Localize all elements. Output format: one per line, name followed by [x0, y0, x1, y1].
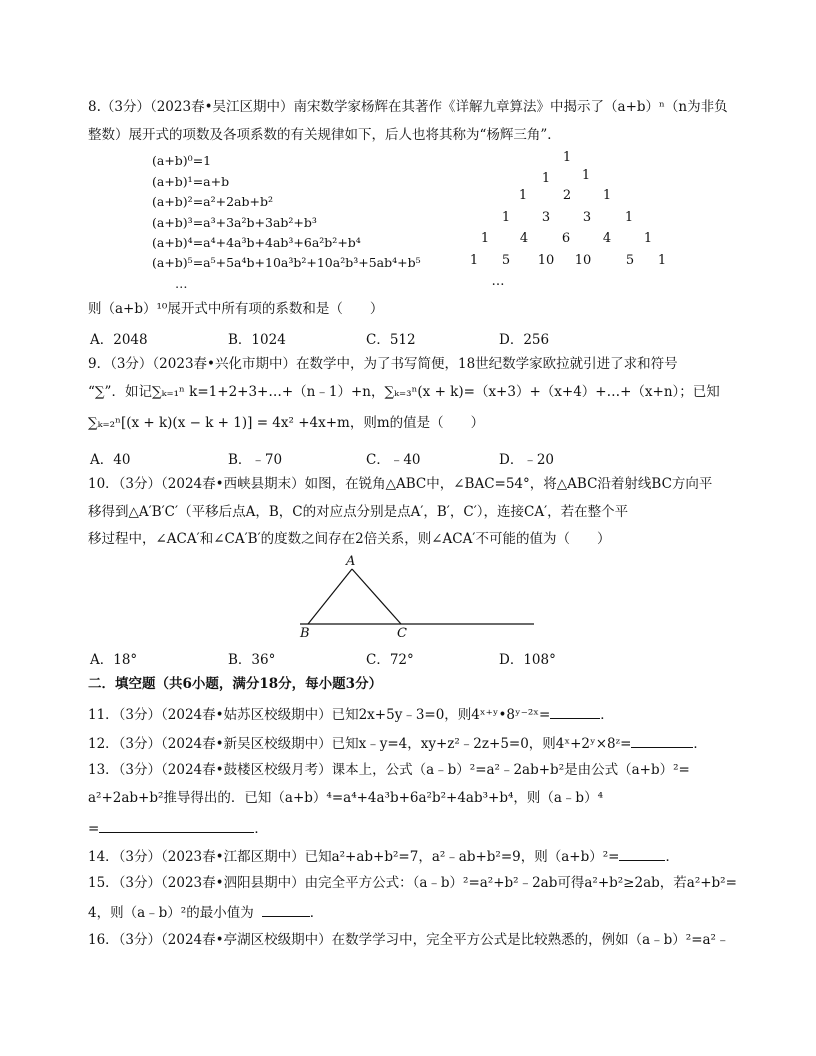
q11-line [88, 704, 614, 724]
side-ab [308, 569, 352, 624]
q10-option-c: C．72° [366, 652, 414, 668]
expansion-4: (a+b)⁴=a⁴+4a³b+4ab³+6a²b²+b⁴ [152, 235, 361, 250]
q9-option-c: C．﹣40 [366, 452, 421, 468]
label-b: B [300, 626, 310, 641]
q10-line1: 10．（3分）（2024春•西峡县期末）如图，在锐角△ABC中，∠BAC=54°，将△ABC沿着射线BC方向平 [88, 476, 713, 492]
pascal-cell: 1 [624, 210, 634, 225]
q9-option-b: B．﹣70 [228, 452, 283, 468]
q16-line1: 16．（3分）（2024春•亭湖区校级期中）在数学学习中，完全平方公式是比较熟悉的，例如（a﹣b）²=a²﹣ [88, 932, 730, 948]
q13-line3 [88, 818, 268, 838]
q9-option-a: A．40 [90, 452, 131, 468]
pascal-cell: 3 [582, 210, 592, 225]
q8-option-c: C．512 [366, 332, 416, 348]
q8-question: 则（a+b）¹⁰展开式中所有项的系数和是（ ） [88, 301, 384, 317]
side-ac [352, 569, 401, 624]
q12-text: 12．（3分）（2024春•新吴区校级期中）已知x﹣y=4，xy+z²﹣2z+5=0，则4ˣ+2ʸ×8ᶻ= [88, 736, 632, 752]
q10-option-b: B．36° [228, 652, 276, 668]
q14-line [88, 846, 679, 866]
section-fill-in-title: 二．填空题（共6小题，满分18分，每小题3分） [88, 676, 383, 692]
expansion-ellipsis: … [175, 276, 188, 291]
q15-line1: 15．（3分）（2023春•泗阳县期中）由完全平方公式：（a﹣b）²=a²+b²﹣2ab可得a²+b²≥2ab，若a²+b²= [88, 875, 737, 891]
expansion-1: (a+b)¹=a+b [152, 174, 230, 189]
q13-equals: = [88, 821, 100, 837]
q9-line2: “∑”．如记∑ₖ₌₁ⁿ k=1+2+3+…+（n﹣1）+n，∑ₖ₌₃ⁿ(x + k)=（x+3）+（x+4）+…+（x+n）；已知 [88, 384, 720, 400]
q9-line1: 9．（3分）（2023春•兴化市期中）在数学中，为了书写简便，18世纪数学家欧拉就引进了求和符号 [88, 356, 678, 372]
q12-end: ． [693, 736, 707, 752]
q9-line3: ∑ₖ₌₂ⁿ[(x + k)(x − k + 1)] = 4x² +4x+m，则m的值是（ ） [88, 415, 485, 431]
pascal-cell: 5 [501, 253, 511, 268]
pascal-cell: 4 [519, 231, 529, 246]
q10-line2: 移得到△A′B′C′（平移后点A，B，C的对应点分别是点A′，B′，C′），连接CA′，若在整个平 [88, 504, 629, 520]
label-a: A [346, 554, 356, 569]
q15-line2 [88, 902, 323, 922]
q15-end: ． [309, 905, 324, 921]
expansion-2: (a+b)²=a²+2ab+b² [152, 194, 273, 209]
pascal-cell: 1 [643, 231, 653, 246]
q14-answer-blank[interactable] [619, 846, 665, 861]
q13-line1: 13．（3分）（2024春•鼓楼区校级月考）课本上，公式（a﹣b）²=a²﹣2ab+b²是由公式（a+b）²= [88, 762, 690, 778]
pascal-cell: 1 [541, 171, 551, 186]
q8-option-b: B．1024 [228, 332, 286, 348]
pascal-cell: 1 [518, 188, 528, 203]
q8-line2: 整数）展开式的项数及各项系数的有关规律如下，后人也将其称为“杨辉三角”． [88, 127, 561, 143]
expansion-3: (a+b)³=a³+3a²b+3ab²+b³ [152, 215, 317, 230]
q14-text: 14．（3分）（2023春•江都区期中）已知a²+ab+b²=7，a²﹣ab+b²=9，则（a+b）²= [88, 849, 620, 865]
pascal-cell: 10 [537, 253, 555, 268]
pascal-cell: 1 [602, 188, 612, 203]
pascal-ellipsis: … [491, 274, 505, 289]
pascal-cell: 1 [581, 168, 591, 183]
q14-end: ． [665, 849, 679, 865]
q13-end: ． [254, 821, 268, 837]
expansion-0: (a+b)⁰=1 [152, 153, 212, 168]
q12-answer-blank[interactable] [631, 733, 693, 748]
pascal-cell: 10 [574, 253, 592, 268]
q8-option-a: A．2048 [90, 332, 148, 348]
q9-option-d: D．﹣20 [499, 452, 555, 468]
pascal-cell: 1 [501, 210, 511, 225]
pascal-cell: 1 [562, 150, 572, 165]
q10-option-a: A．18° [90, 652, 138, 668]
q11-answer-blank[interactable] [550, 704, 600, 719]
pascal-cell: 1 [480, 231, 490, 246]
pascal-cell: 1 [657, 253, 667, 268]
q11-end: ． [600, 707, 614, 723]
q15-text: 4，则（a﹣b）²的最小值为 [88, 905, 254, 921]
pascal-cell: 5 [625, 253, 635, 268]
expansion-5: (a+b)⁵=a⁵+5a⁴b+10a³b²+10a²b³+5ab⁴+b⁵ [152, 255, 421, 270]
q10-line3: 移过程中，∠ACA′和∠CA′B′的度数之间存在2倍关系，则∠ACA′不可能的值为（ ） [88, 531, 611, 547]
q10-option-d: D．108° [499, 652, 556, 668]
pascal-cell: 3 [541, 210, 551, 225]
pascal-cell: 6 [561, 231, 571, 246]
pascal-cell: 1 [469, 253, 479, 268]
label-c: C [397, 626, 407, 641]
q11-text: 11．（3分）（2024春•姑苏区校级期中）已知2x+5y﹣3=0，则4ˣ⁺ʸ•8ʸ⁻²ˣ= [88, 707, 551, 723]
pascal-cell: 4 [602, 231, 612, 246]
q8-option-d: D．256 [499, 332, 550, 348]
pascal-cell: 2 [562, 188, 572, 203]
q12-line [88, 733, 707, 753]
q15-answer-blank[interactable] [262, 902, 310, 917]
q13-line2: a²+2ab+b²推导得出的．已知（a+b）⁴=a⁴+4a³b+6a²b²+4ab³+b⁴，则（a﹣b）⁴ [88, 790, 603, 806]
q13-answer-blank[interactable] [99, 818, 254, 833]
q8-line1: 8.（3分）（2023春•吴江区期中）南宋数学家杨辉在其著作《详解九章算法》中揭示了（a+b）ⁿ（n为非负 [88, 99, 728, 115]
